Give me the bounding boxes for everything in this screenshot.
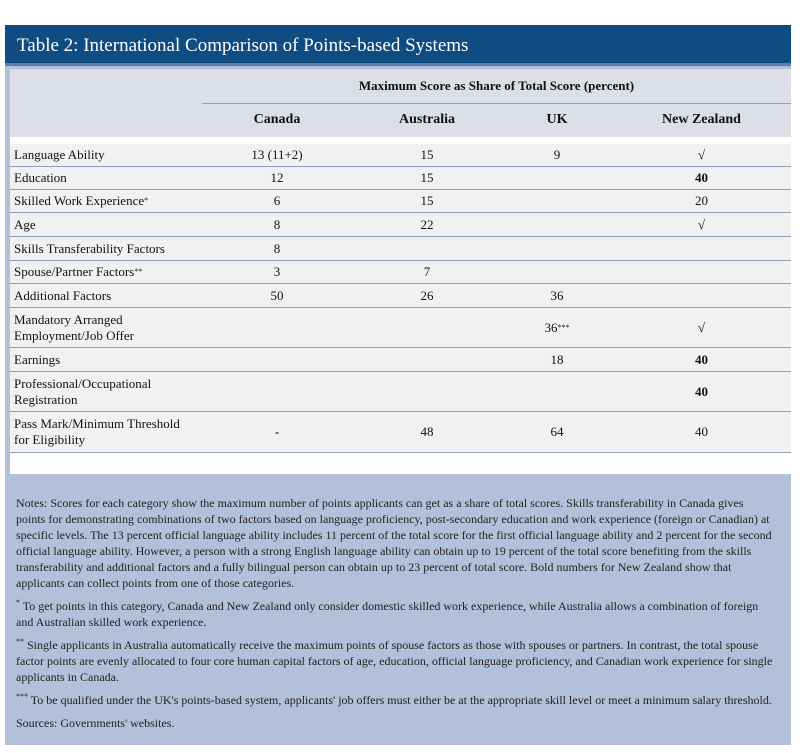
cell-canada: 13 (11+2): [251, 147, 303, 162]
footnote-text: To be qualified under the UK's points-based system, applicants' job offers must either be at the appropriate skill level or meet a minimum salary threshold.: [28, 693, 772, 707]
table-row: [10, 372, 791, 412]
cell-australia: [352, 308, 502, 347]
cell-uk: [502, 372, 612, 411]
cell-canada: 6: [273, 193, 281, 208]
footnote-triple-star: [16, 692, 774, 708]
table-row: [10, 213, 791, 237]
cell-new-zealand: √: [697, 319, 706, 335]
cell-uk: 9: [553, 147, 561, 162]
cell-australia: [352, 348, 502, 371]
notes-main: Notes: Scores for each category show the maximum number of points applicants can get as a share of total scores. Skills transferability in Canada gives points for demonstrating combinations of two factors based on language proficiency, post-secondary education and work experience (foreign or Canadian) at specific levels. The 13 percent official language ability includes 11 percent of the total score for the first official language ability and 2 percent for the second official language ability. However, a person with a strong English language ability can obtain up to 19 percent of the total score benefiting from the skills transferability and additional factors and a fully bilingual person can obtain up to 23 percent of total score. Bold numbers for New Zealand show that applicants can collect points from one of those categories.: [16, 496, 772, 590]
cell-canada: -: [274, 424, 280, 439]
cell-uk-value: 36: [544, 319, 558, 335]
cell-australia: [352, 237, 502, 260]
cell-uk: 18: [550, 351, 564, 367]
cell-uk: 36: [550, 287, 564, 303]
cell-new-zealand: 20: [695, 193, 708, 208]
cell-australia: 7: [423, 264, 431, 279]
table-row: [10, 284, 791, 308]
row-label: Mandatory Arranged Employment/Job Offer: [14, 311, 134, 343]
table-title: Table 2: International Comparison of Points-based Systems: [5, 25, 791, 66]
cell-australia: 22: [420, 216, 434, 232]
row-label: Education: [14, 170, 67, 185]
cell-uk: 36 ***: [544, 319, 570, 335]
row-label: Skills Transferability Factors: [14, 240, 165, 256]
table-frame: [5, 25, 791, 745]
cell-new-zealand: 40: [695, 170, 708, 185]
footnote-marker: *: [16, 598, 20, 607]
sources: Sources: Governments' websites.: [16, 716, 175, 730]
cell-canada: [202, 348, 352, 371]
cell-australia: 48: [420, 424, 434, 439]
table-row: [10, 308, 791, 348]
cell-new-zealand: √: [697, 147, 706, 162]
table-row: [10, 190, 791, 213]
footnote-text: To get points in this category, Canada and New Zealand only consider domestic skilled work experience, while Australia allows a combination of foreign and Australian skilled work experience.: [16, 599, 759, 629]
footnote-text: Single applicants in Australia automatically receive the maximum points of spouse factors as those with spouses or partners. In contrast, the total spouse factor points are evenly allocated to four core human capital factors of age, education, official language proficiency, and Canadian work experience for single applicants in Canada.: [16, 638, 773, 684]
row-label: Age: [14, 216, 36, 232]
group-header: Maximum Score as Share of Total Score (percent): [202, 69, 791, 104]
footnote-double-star: [16, 637, 774, 685]
footnote-marker: **: [16, 637, 24, 646]
row-label: Earnings: [14, 351, 61, 367]
cell-canada: [202, 372, 352, 411]
table-row: [10, 348, 791, 372]
cell-canada: 8: [273, 240, 281, 256]
cell-new-zealand: 40: [695, 383, 708, 399]
cell-canada: 3: [273, 264, 281, 279]
cell-new-zealand: [612, 284, 791, 307]
cell-uk: [502, 237, 612, 260]
table-row: [10, 261, 791, 284]
row-label: Professional/Occupational Registration: [14, 375, 152, 407]
cell-uk: [502, 167, 612, 189]
row-label: Pass Mark/Minimum Threshold for Eligibility: [14, 416, 180, 447]
cell-canada: [202, 308, 352, 347]
comparison-table: [10, 69, 791, 474]
cell-canada: 50: [270, 287, 284, 303]
cell-australia: 26: [420, 287, 434, 303]
cell-australia: 15: [420, 193, 434, 208]
row-label: Spouse/Partner Factors **: [14, 264, 143, 279]
cell-uk: [502, 190, 612, 212]
cell-new-zealand: √: [697, 216, 706, 232]
column-header-canada: Canada: [253, 112, 301, 127]
column-header-uk: UK: [546, 112, 568, 127]
table-row: [10, 412, 791, 453]
row-label: Language Ability: [14, 147, 105, 162]
cell-uk: 64: [550, 424, 564, 439]
cell-australia: 15: [420, 147, 434, 162]
table-row: [10, 167, 791, 190]
cell-new-zealand: 40: [695, 351, 708, 367]
cell-canada: 12: [270, 170, 284, 185]
row-label-text: Spouse/Partner Factors: [14, 264, 135, 279]
cell-canada: 8: [273, 216, 281, 232]
row-label: Skilled Work Experience *: [14, 193, 149, 208]
cell-new-zealand: [612, 237, 791, 260]
column-header-australia: Australia: [399, 112, 455, 127]
table-header: [10, 69, 791, 137]
cell-uk: [502, 213, 612, 236]
cell-new-zealand: 40: [695, 424, 708, 439]
table-row: [10, 237, 791, 261]
cell-australia: [352, 372, 502, 411]
table-notes: [16, 495, 774, 738]
row-label-text: Skilled Work Experience: [14, 193, 145, 208]
row-label: Additional Factors: [14, 287, 112, 303]
footnote-marker: ***: [16, 692, 28, 701]
footnote-single-star: [16, 598, 774, 630]
table-row: [10, 144, 791, 167]
cell-australia: 15: [420, 170, 434, 185]
cell-new-zealand: [612, 261, 791, 283]
cell-uk: [502, 261, 612, 283]
column-header-new-zealand: New Zealand: [662, 112, 741, 127]
